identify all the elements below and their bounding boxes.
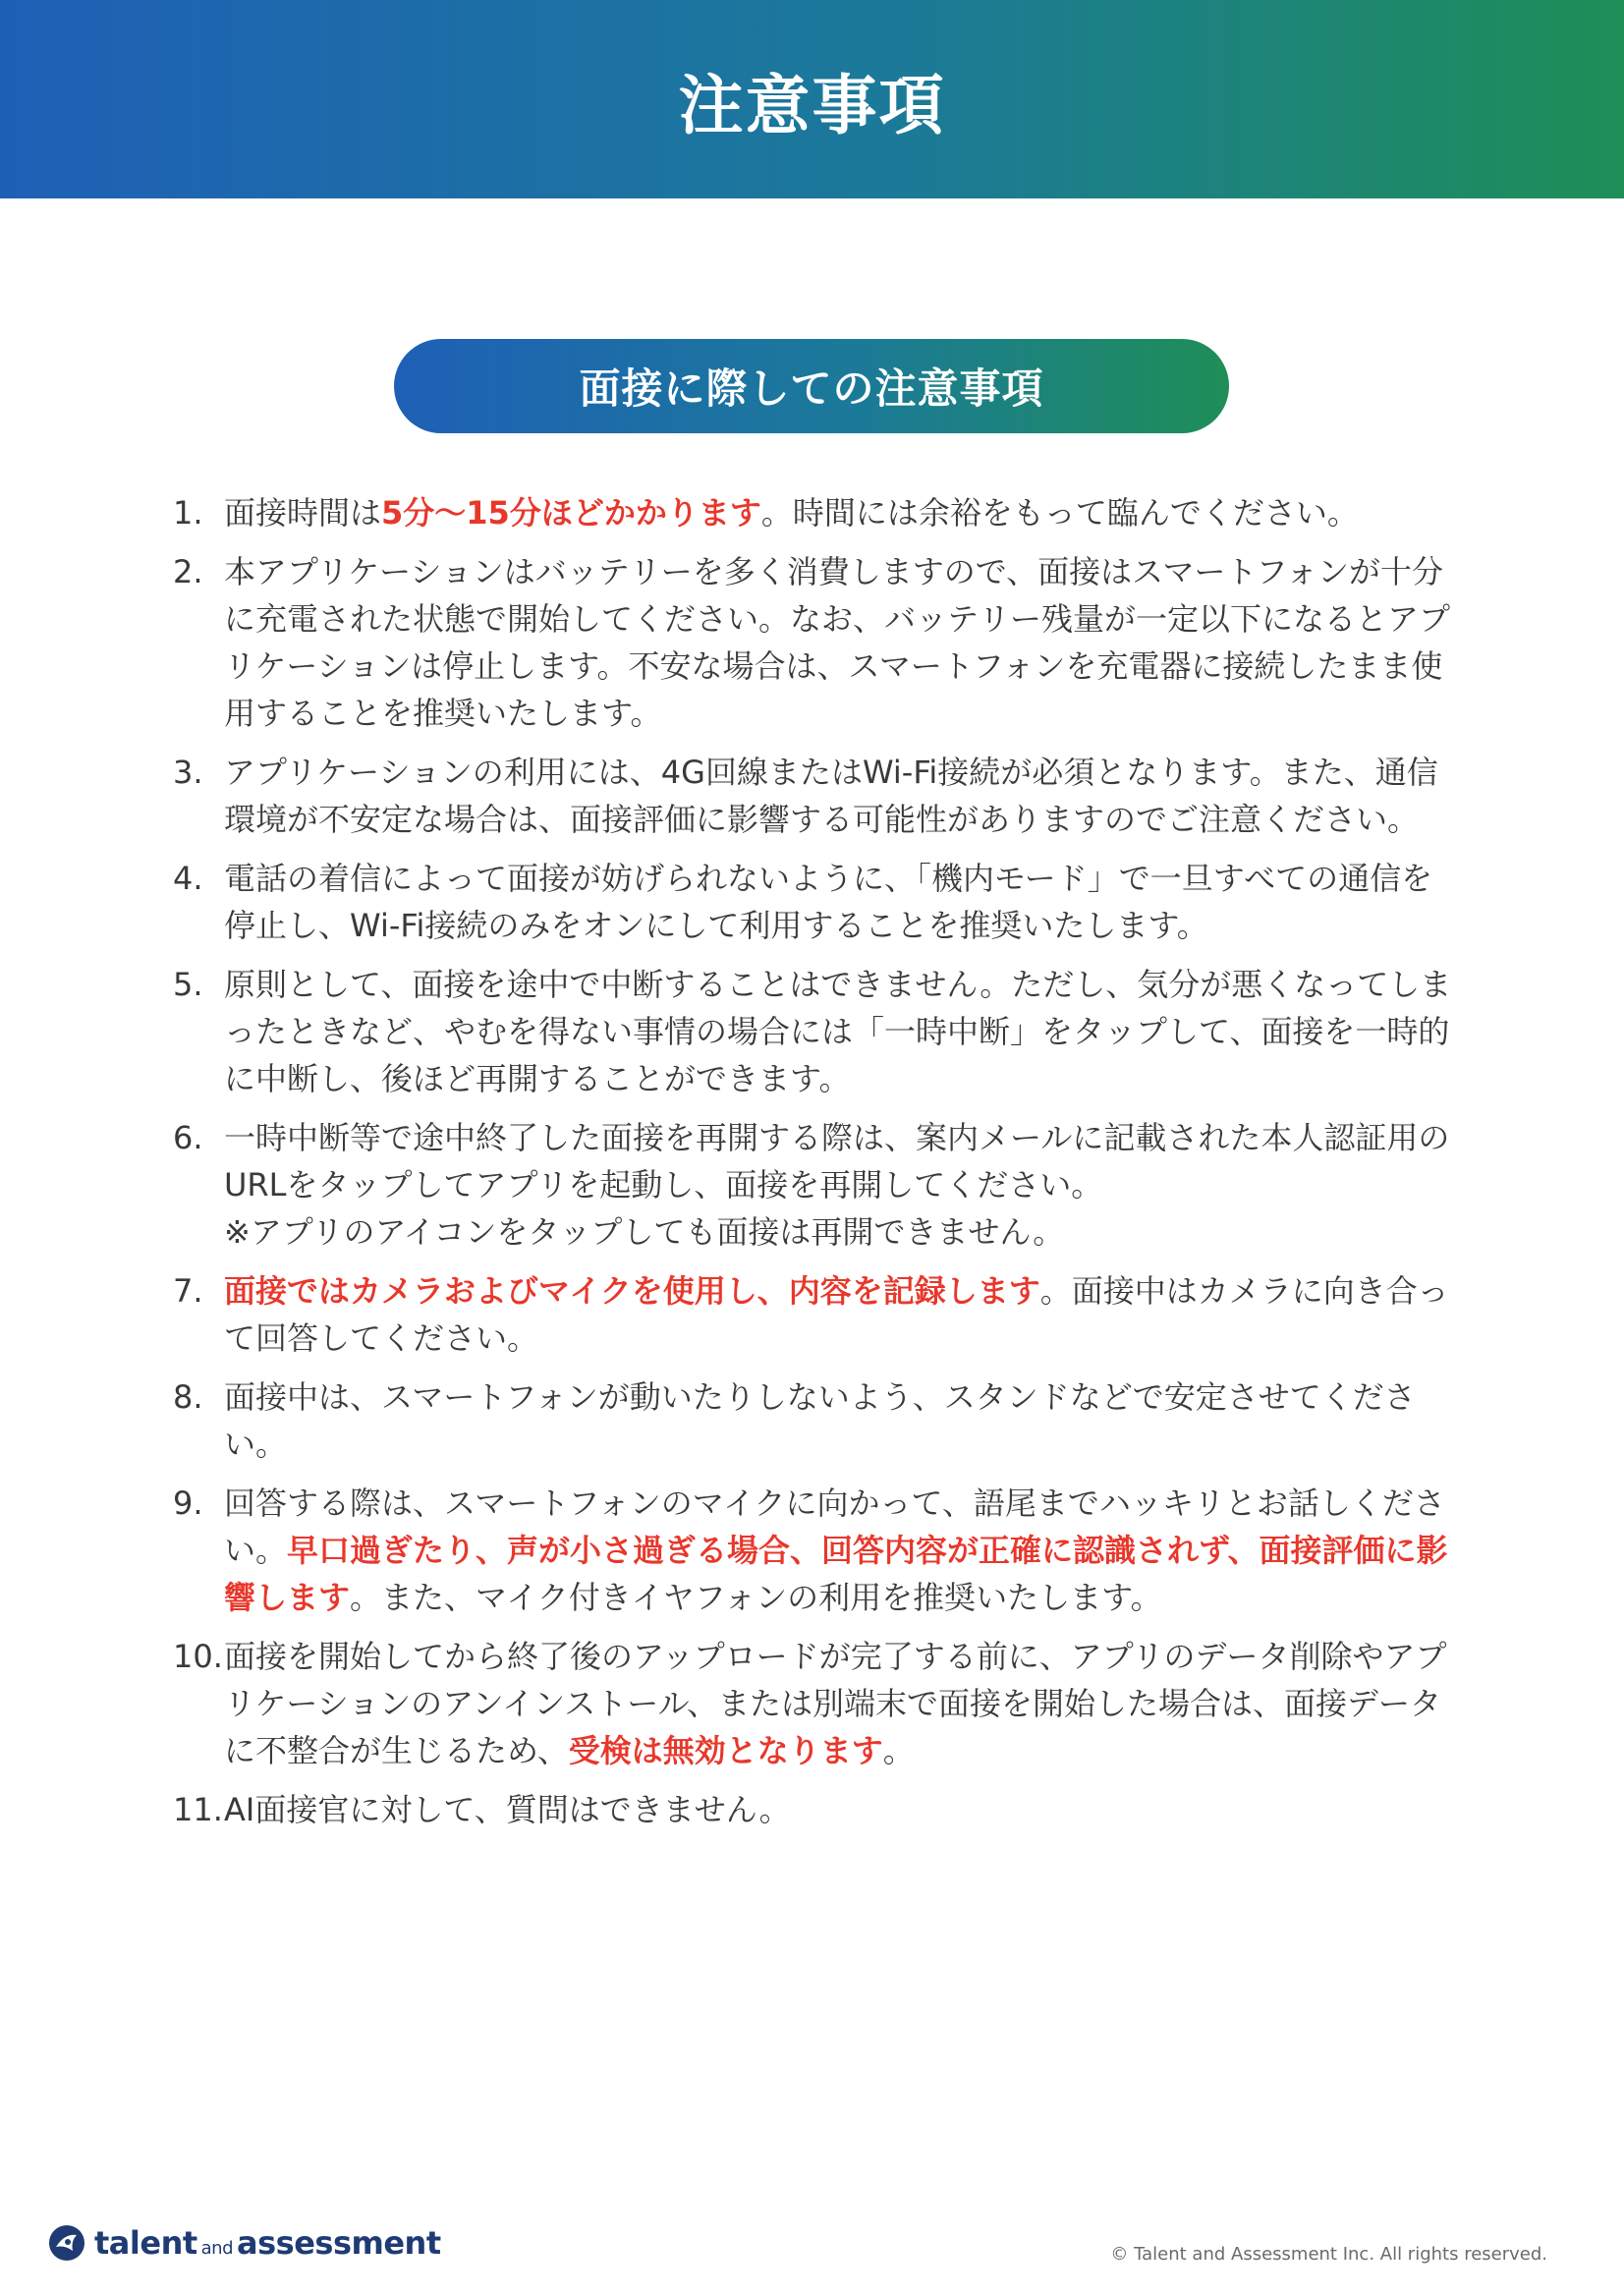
note-number: 6. xyxy=(173,1119,203,1156)
note-number: 4. xyxy=(173,860,203,897)
note-text xyxy=(224,548,1460,737)
note-item xyxy=(173,1480,1460,1621)
note-segment: 。時間には余裕をもって臨んでください。 xyxy=(760,494,1359,532)
note-text xyxy=(224,1633,1460,1774)
note-text xyxy=(224,1267,1460,1362)
note-text xyxy=(224,1373,1460,1468)
note-number: 11. xyxy=(173,1791,223,1828)
note-segment: 本アプリケーションはバッテリーを多く消費しますので、面接はスマートフォンが十分に充電された状態で開始してください。なお、バッテリー残量が一定以下になるとアプリケーションは停止します。不安な場合は、スマートフォンを充電器に接続したまま使用することを推奨いたします。 xyxy=(224,553,1451,732)
note-item xyxy=(173,1373,1460,1468)
note-number: 3. xyxy=(173,754,203,791)
note-highlight: 5分〜15分ほどかかります xyxy=(381,494,761,532)
note-number: 2. xyxy=(173,553,203,590)
note-text xyxy=(224,1786,1460,1833)
note-number: 8. xyxy=(173,1378,203,1416)
note-number: 1. xyxy=(173,494,203,532)
note-text xyxy=(224,749,1460,843)
note-segment: AI面接官に対して、質問はできません。 xyxy=(224,1791,791,1828)
note-segment: 面接を開始してから終了後のアップロードが完了する前に、アプリのデータ削除やアプリケーションのアンインストール、または別端末で面接を開始した場合は、面接データに不整合が生じるため、 xyxy=(224,1638,1447,1769)
note-segment: 面接時間は xyxy=(224,494,382,532)
note-item xyxy=(173,1633,1460,1774)
note-segment: 。また、マイク付きイヤフォンの利用を推奨いたします。 xyxy=(350,1579,1162,1616)
note-item xyxy=(173,1786,1460,1833)
note-item xyxy=(173,489,1460,536)
note-number: 9. xyxy=(173,1484,203,1522)
note-item xyxy=(173,1114,1460,1256)
note-segment: 回答する際は、スマートフォンのマイクに向かって、語尾までハッキリとお話しください。 xyxy=(224,1484,1445,1569)
company-logo xyxy=(47,2216,441,2269)
note-item xyxy=(173,961,1460,1102)
note-item xyxy=(173,749,1460,843)
note-segment: 。面接中はカメラに向き合って回答してください。 xyxy=(224,1272,1449,1357)
note-segment: 。 xyxy=(882,1732,915,1769)
note-segment: アプリケーションの利用には、4G回線またはWi-Fi接続が必須となります。また、通信環境が不安定な場合は、面接評価に影響する可能性がありますのでご注意ください。 xyxy=(224,754,1438,838)
note-segment: 原則として、面接を途中で中断することはできません。ただし、気分が悪くなってしまったときなど、やむを得ない事情の場合には「一時中断」をタップして、面接を一時的に中断し、後ほど再開することができます。 xyxy=(224,966,1452,1097)
notes-list xyxy=(173,489,1460,1845)
note-text xyxy=(224,1480,1460,1621)
note-highlight: 面接ではカメラおよびマイクを使用し、内容を記録します xyxy=(224,1272,1040,1310)
section-title-pill: 面接に際しての注意事項 xyxy=(394,339,1229,433)
globe-icon xyxy=(47,2223,86,2263)
note-text xyxy=(224,855,1460,949)
logo-wordmark: talent and assessment xyxy=(94,2224,441,2262)
note-remark: ※アプリのアイコンをタップしても面接は再開できません。 xyxy=(224,1213,1065,1251)
note-text xyxy=(224,961,1460,1102)
note-item xyxy=(173,548,1460,737)
note-item xyxy=(173,1267,1460,1362)
note-text xyxy=(224,1114,1460,1256)
note-highlight: 受検は無効となります xyxy=(568,1732,883,1769)
note-segment: 一時中断等で途中終了した面接を再開する際は、案内メールに記載された本人認証用のURLをタップしてアプリを起動し、面接を再開してください。 xyxy=(224,1119,1450,1204)
note-segment: 電話の着信によって面接が妨げられないように、「機内モード」で一旦すべての通信を停止し、Wi-Fi接続のみをオンにして利用することを推奨いたします。 xyxy=(224,860,1433,944)
note-highlight: 早口過ぎたり、声が小さ過ぎる場合、回答内容が正確に認識されず、面接評価に影響します xyxy=(224,1532,1448,1616)
note-number: 10. xyxy=(173,1638,223,1675)
page-title: 注意事項 xyxy=(678,67,946,143)
note-segment: 面接中は、スマートフォンが動いたりしないよう、スタンドなどで安定させてください。 xyxy=(224,1378,1416,1463)
note-text xyxy=(224,489,1460,536)
copyright-text: © Talent and Assessment Inc. All rights reserved. xyxy=(1110,2244,1547,2265)
note-number: 5. xyxy=(173,966,203,1003)
note-number: 7. xyxy=(173,1272,203,1310)
note-item xyxy=(173,855,1460,949)
